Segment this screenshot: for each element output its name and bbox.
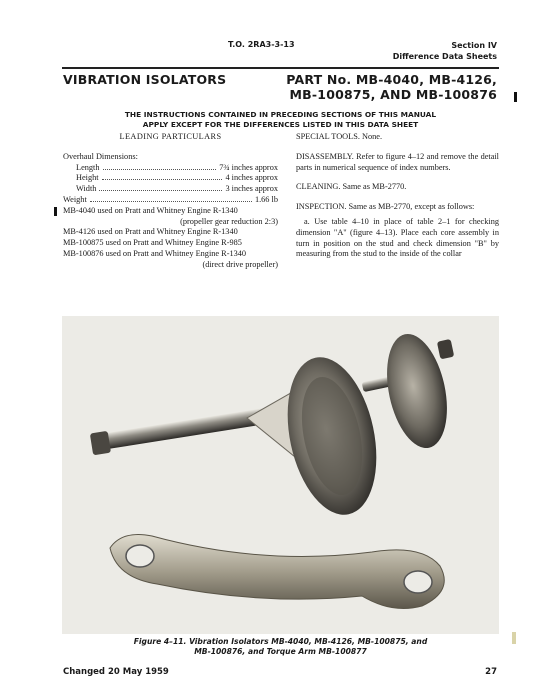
torque-arm [110, 535, 444, 609]
instructions-line-1: THE INSTRUCTIONS CONTAINED IN PRECEDING SECTIONS OF THIS MANUAL [124, 110, 437, 119]
leader-dots [103, 169, 217, 170]
usage-line: MB-100876 used on Pratt and Whitney Engine R-1340 [63, 248, 247, 258]
dimensions-list [63, 163, 278, 195]
usage-note: (direct drive propeller) [202, 259, 278, 269]
leader-dots [99, 190, 222, 191]
page-number: 27 [485, 667, 497, 677]
part-numbers-line-2: MB-100875, AND MB-100876 [289, 87, 497, 102]
dimension-value: 7¾ inches approx [219, 162, 278, 172]
usage-line: MB-4126 used on Pratt and Whitney Engine R-1340 [63, 227, 238, 237]
cleaning-paragraph: CLEANING. Same as MB-2770. [296, 182, 407, 192]
dimension-label: Width [76, 184, 97, 194]
figure-caption-line-1: Figure 4–11. Vibration Isolators MB-4040, MB-4126, MB-100875, and [133, 637, 428, 646]
usage-item [63, 227, 278, 238]
dimension-row-width [76, 184, 278, 195]
change-bar-title [514, 92, 517, 102]
dimension-value: 3 inches approx [225, 184, 278, 194]
leading-particulars-heading: LEADING PARTICULARS [119, 132, 222, 141]
usage-item [63, 206, 278, 228]
special-tools-paragraph: SPECIAL TOOLS. None. [296, 132, 383, 141]
dimension-label: Height [76, 173, 99, 183]
usage-line: MB-4040 used on Pratt and Whitney Engine R-1340 [63, 205, 238, 215]
leader-dots [102, 179, 223, 180]
weight-label: Weight [63, 194, 87, 204]
figure-caption-line-2: MB-100876, and Torque Arm MB-100877 [194, 647, 367, 656]
part-numbers-line-1: PART No. MB-4040, MB-4126, [286, 72, 497, 87]
section-header [393, 40, 497, 62]
vibration-isolator-illustration [62, 316, 499, 634]
leader-dots [90, 201, 252, 202]
figure-photo [62, 316, 499, 634]
change-date: Changed 20 May 1959 [63, 667, 169, 677]
usage-line: MB-100875 used on Pratt and Whitney Engine R-985 [63, 238, 242, 248]
leading-particulars [63, 132, 278, 271]
page-title: VIBRATION ISOLATORS [63, 72, 227, 87]
disassembly-paragraph: DISASSEMBLY. Refer to figure 4–12 and remove the detail parts in numerical sequence of index numbers. [296, 151, 499, 172]
weight-row [63, 195, 278, 206]
margin-mark [512, 632, 516, 644]
dimension-value: 4 inches approx [225, 173, 278, 183]
weight-value: 1.66 lb [254, 194, 278, 204]
part-numbers-title [286, 72, 497, 102]
inspection-step-a: a. Use table 4–10 in place of table 2–1 for checking dimension "A" (figure 4–13). Place each core assembly in turn in position on the stud and check dimension "B" by measuring from the stud to the inside of the collar [296, 216, 499, 259]
section-title: Difference Data Sheets [392, 52, 497, 61]
instructions-note [62, 110, 499, 130]
procedures-column [296, 132, 499, 269]
change-bar [54, 207, 57, 216]
usage-item [63, 238, 278, 249]
figure-caption [62, 637, 499, 657]
section-label: Section IV [451, 41, 497, 50]
usage-note: (propeller gear reduction 2:3) [180, 216, 278, 226]
dimension-row-height [76, 173, 278, 184]
inspection-paragraph: INSPECTION. Same as MB-2770, except as follows: [296, 202, 475, 212]
instructions-line-2: APPLY EXCEPT FOR THE DIFFERENCES LISTED IN THIS DATA SHEET [142, 120, 419, 129]
to-number: T.O. 2RA3-3-13 [228, 40, 295, 49]
dimension-row-length [76, 163, 278, 174]
usage-item [63, 249, 278, 271]
overhaul-dimensions-label: Overhaul Dimensions: [63, 151, 138, 161]
header-rule [62, 67, 499, 69]
dimension-label: Length [76, 162, 100, 172]
